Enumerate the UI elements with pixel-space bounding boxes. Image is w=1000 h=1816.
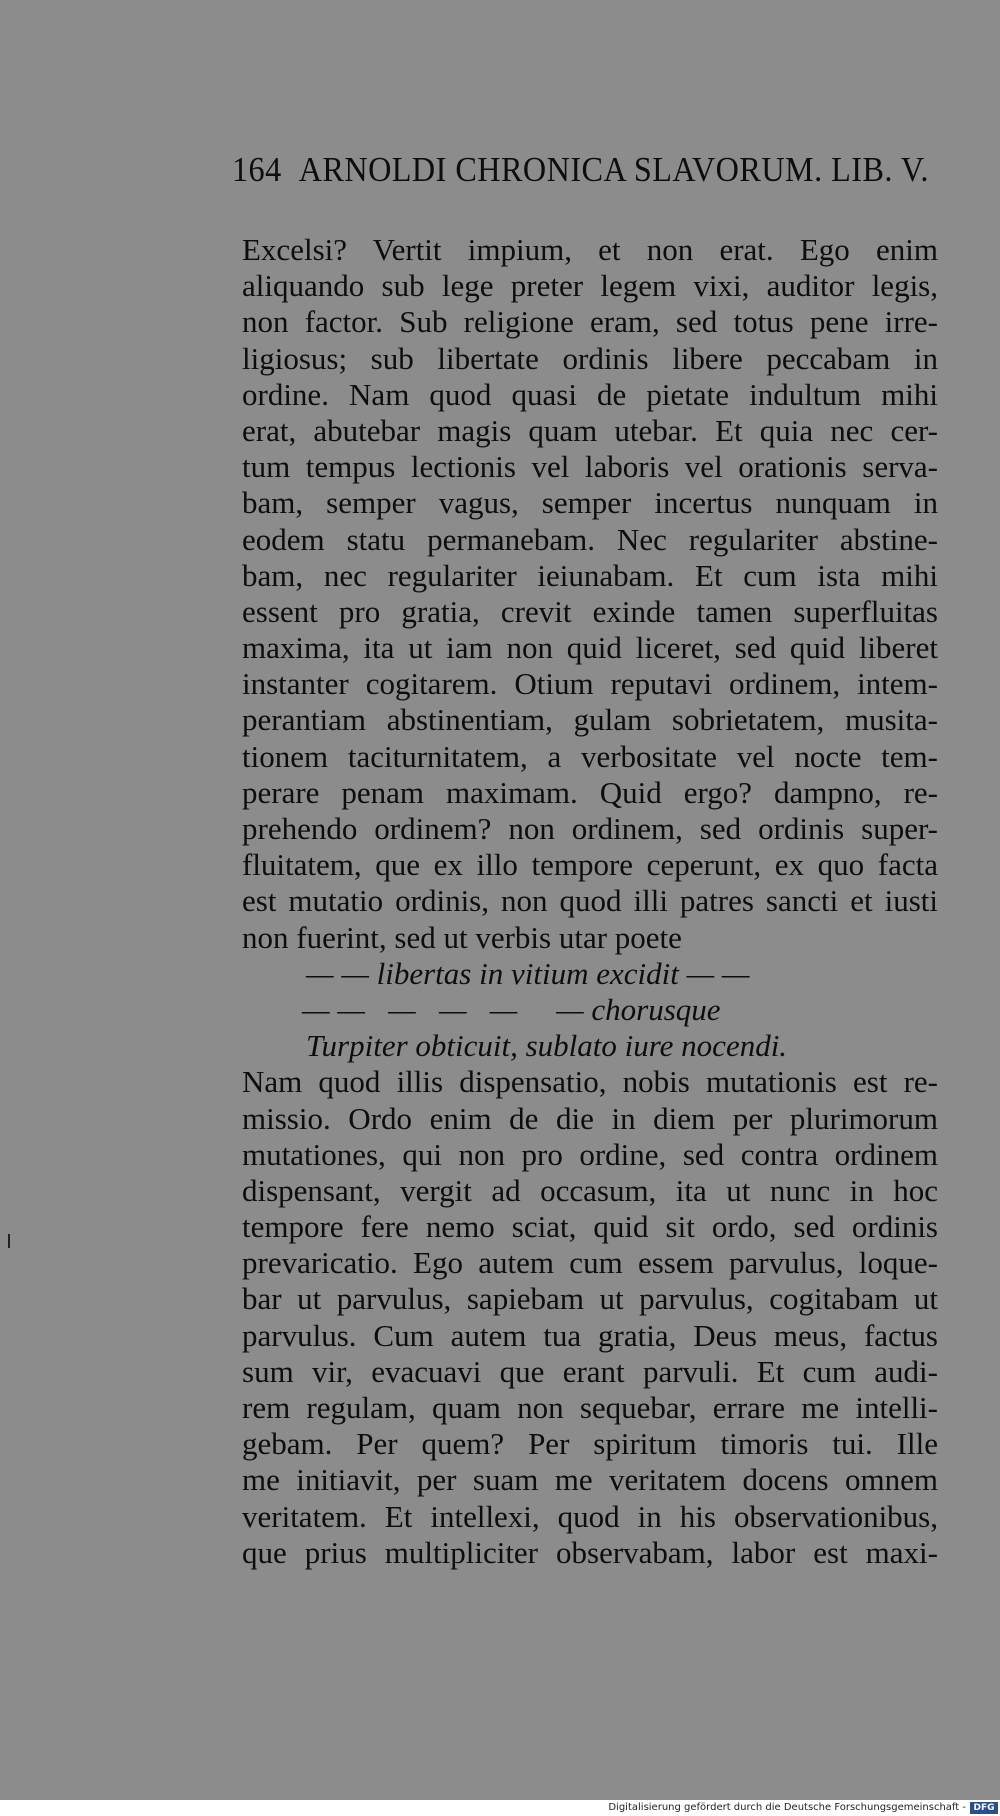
text-line: fluitatem, que ex illo tempore ceperunt, ex quo facta <box>242 847 938 883</box>
body-text <box>242 232 938 1571</box>
verse-line: — — libertas in vitium excidit — — <box>306 955 750 991</box>
digitization-credit: Digitalisierung gefördert durch die Deutsche Forschungsgemeinschaft - <box>608 1802 966 1813</box>
margin-mark <box>8 1234 10 1248</box>
text-line: mutationes, qui non pro ordine, sed contra ordinem <box>242 1136 938 1172</box>
text-line: sum vir, evacuavi que erant parvuli. Et cum audi- <box>242 1353 938 1389</box>
text-line: est mutatio ordinis, non quod illi patres sancti et iusti <box>242 883 938 919</box>
dfg-logo: DFG <box>970 1802 998 1814</box>
text-line: ligiosus; sub libertate ordinis libere peccabam in <box>242 340 938 376</box>
text-line: bar ut parvulus, sapiebam ut parvulus, cogitabam ut <box>242 1281 938 1317</box>
verse-line: — — — — — — chorusque <box>302 991 721 1027</box>
text-line: eodem statu permanebam. Nec regulariter abstine- <box>242 521 938 557</box>
text-line: perantiam abstinentiam, gulam sobrietatem, musita- <box>242 702 938 738</box>
text-line: tum tempus lectionis vel laboris vel orationis serva- <box>242 449 938 485</box>
text-line: prevaricatio. Ego autem cum essem parvulus, loque- <box>242 1245 938 1281</box>
text-line: rem regulam, quam non sequebar, errare me intelli- <box>242 1390 938 1425</box>
text-line: Nam quod illis dispensatio, nobis mutationis est re- <box>242 1064 938 1100</box>
text-line: non factor. Sub religione eram, sed totus pene irre- <box>242 304 938 340</box>
text-line: tempore fere nemo sciat, quid sit ordo, sed ordinis <box>242 1209 938 1245</box>
running-head <box>232 150 929 190</box>
text-line: prehendo ordinem? non ordinem, sed ordinis super- <box>242 811 938 846</box>
text-line: que prius multipliciter observabam, labor est maxi- <box>242 1534 938 1570</box>
verse-line: Turpiter obticuit, sublato iure nocendi. <box>306 1028 788 1064</box>
text-line: parvulus. Cum autem tua gratia, Deus meus, factus <box>242 1317 938 1353</box>
text-line: tionem taciturnitatem, a verbositate vel nocte tem- <box>242 738 938 774</box>
text-line: gebam. Per quem? Per spiritum timoris tui. Ille <box>242 1426 938 1462</box>
text-line: non fuerint, sed ut verbis utar poete <box>242 919 682 955</box>
text-line: dispensant, vergit ad occasum, ita ut nunc in hoc <box>242 1172 938 1208</box>
text-line: missio. Ordo enim de die in diem per plurimorum <box>242 1100 938 1136</box>
text-line: perare penam maximam. Quid ergo? dampno, re- <box>242 774 938 810</box>
text-line: bam, semper vagus, semper incertus nunquam in <box>242 485 938 521</box>
page-number: 164 <box>232 150 282 189</box>
text-line: veritatem. Et intellexi, quod in his observationibus, <box>242 1498 938 1534</box>
text-line: ordine. Nam quod quasi de pietate indultum mihi <box>242 376 938 412</box>
running-title: ARNOLDI CHRONICA SLAVORUM. LIB. V. <box>298 150 929 189</box>
text-line: essent pro gratia, crevit exinde tamen superfluitas <box>242 593 938 629</box>
text-line: instanter cogitarem. Otium reputavi ordinem, intem- <box>242 666 938 702</box>
text-line: bam, nec regulariter ieiunabam. Et cum ista mihi <box>242 557 938 593</box>
text-line: aliquando sub lege preter legem vixi, auditor legis, <box>242 268 938 304</box>
text-line: me initiavit, per suam me veritatem docens omnem <box>242 1462 938 1498</box>
text-line: maxima, ita ut iam non quid liceret, sed quid liberet <box>242 630 938 666</box>
text-line: Excelsi? Vertit impium, et non erat. Ego enim <box>242 232 938 267</box>
text-line: erat, abutebar magis quam utebar. Et quia nec cer- <box>242 412 938 448</box>
